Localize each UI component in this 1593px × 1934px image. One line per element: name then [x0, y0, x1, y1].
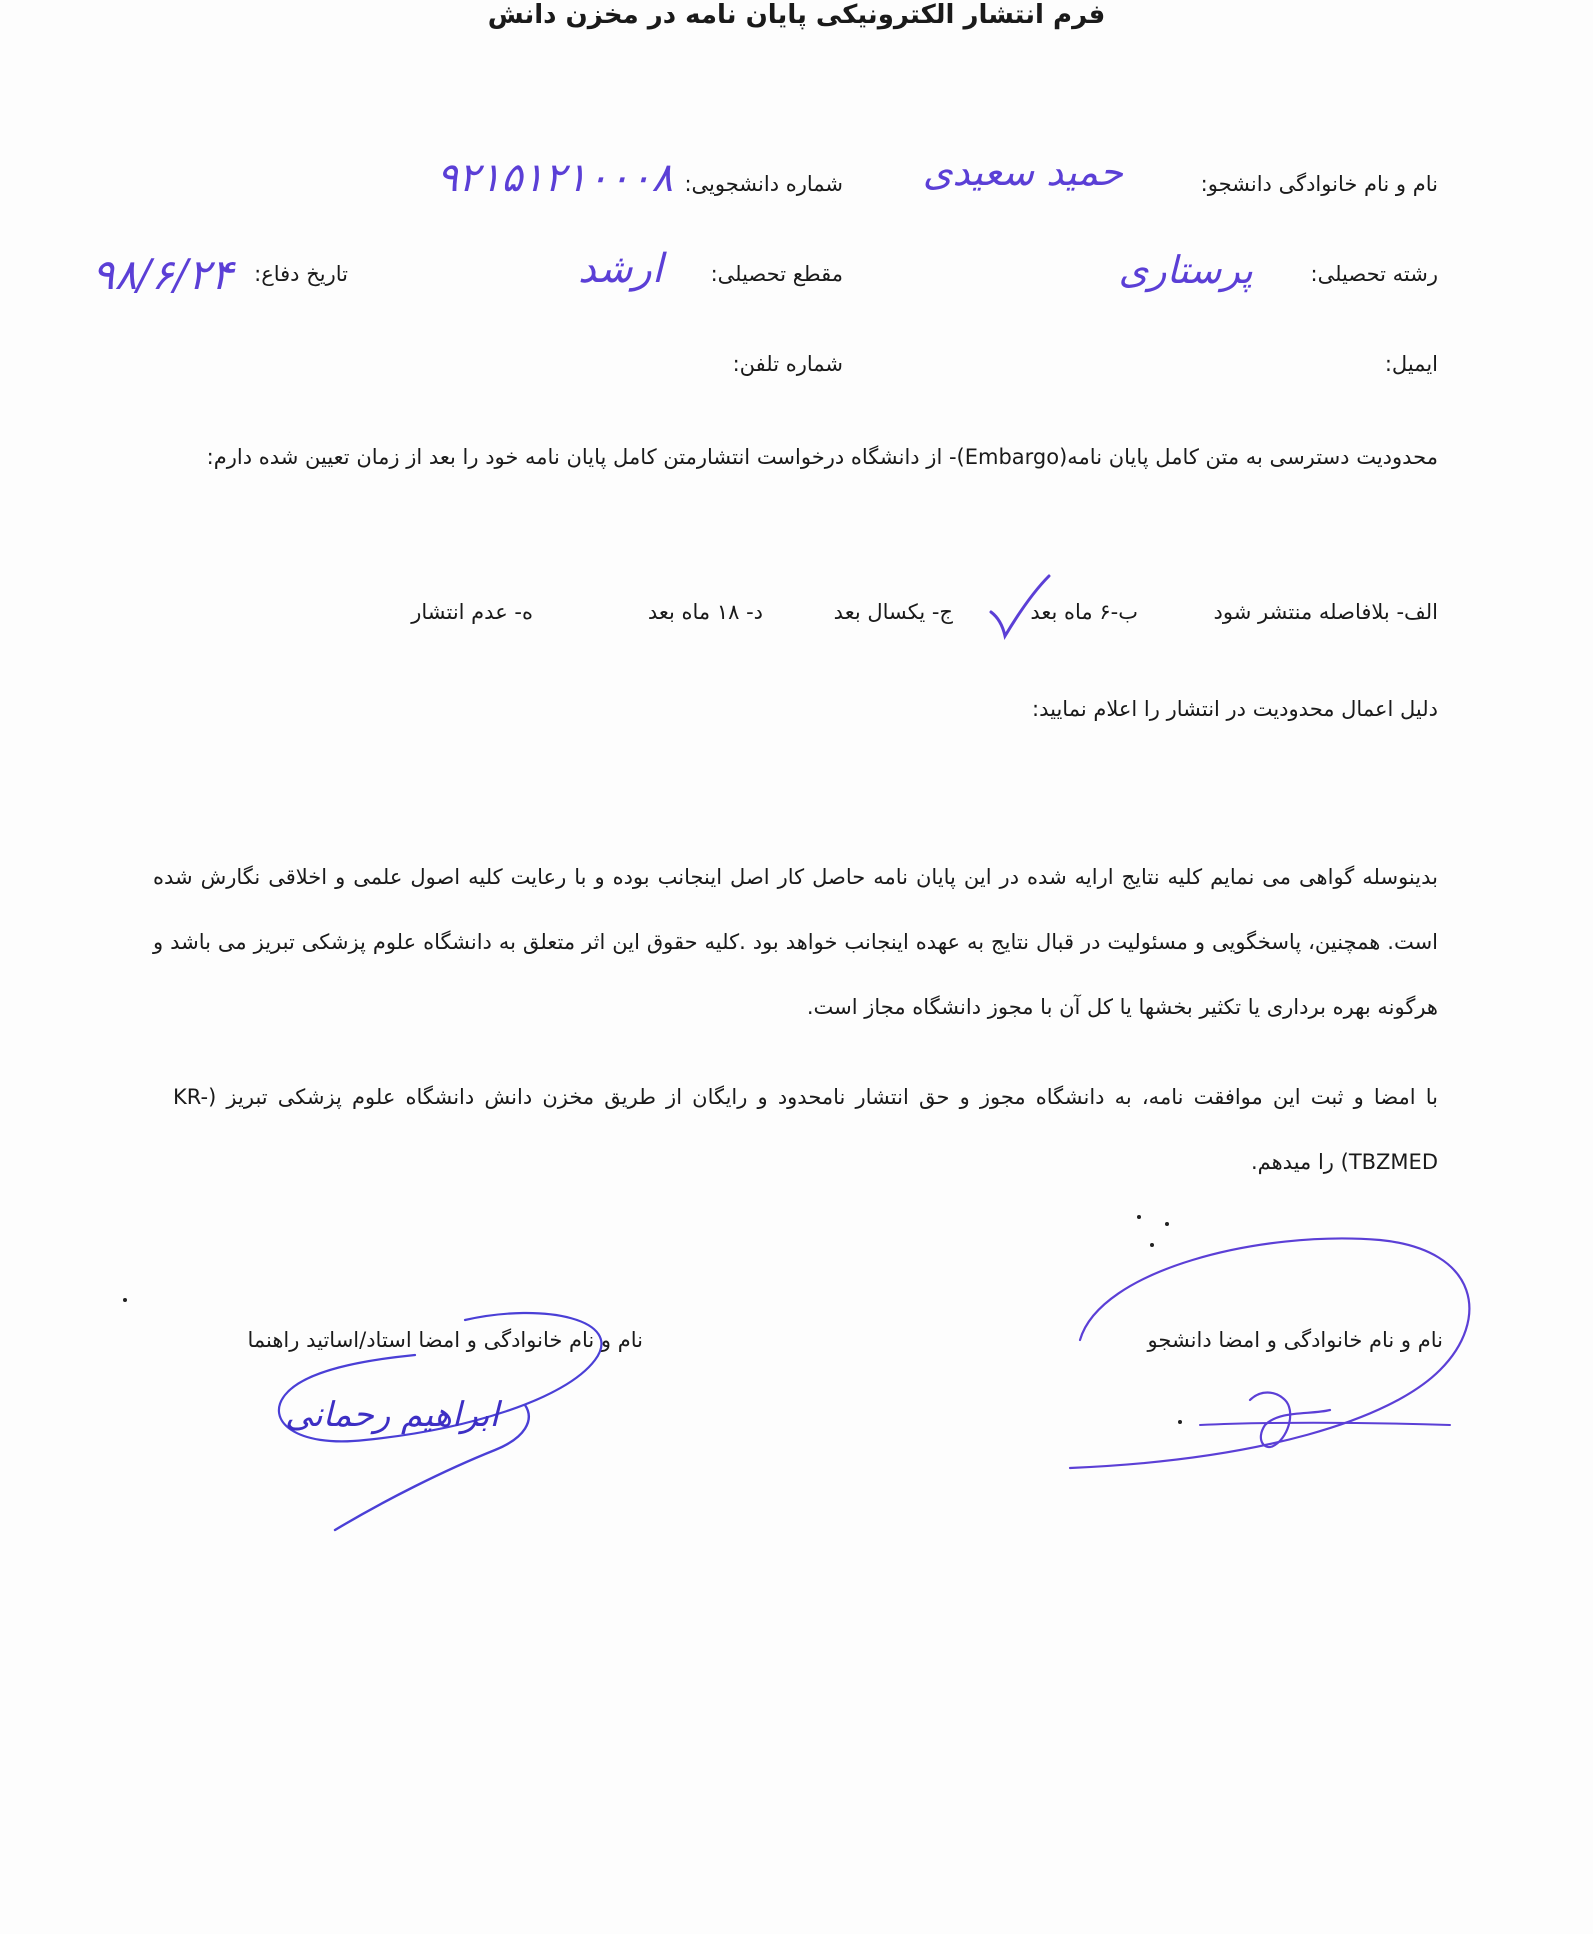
student-name-label: نام و نام خانوادگی دانشجو:: [1200, 172, 1438, 196]
option-no-publish: ه- عدم انتشار: [411, 600, 533, 624]
certification-paragraph: بدینوسله گواهی می نمایم کلیه نتایج ارایه شده در این پایان نامه حاصل کار اصل اینجانب بوده و با رعایت کلیه اصول علمی و اخلاقی نگارش شده است. همچنین، پاسخگویی و مسئولیت در قبال نتایج به عهده اینجانب خواهد بود .کلیه حقوق این اثر متعلق به دانشگاه علوم پزشکی تبریز می باشد و هرگونه بهره برداری یا تکثیر بخشها یا کل آن با مجوز دانشگاه مجاز است.: [153, 865, 1438, 1019]
embargo-text-after: )- از دانشگاه درخواست انتشارمتن کامل پایان نامه خود را بعد از زمان تعیین شده دارم:: [206, 445, 965, 469]
scan-dot: [123, 1298, 127, 1302]
agreement-paragraph: [173, 1065, 1438, 1195]
degree-label: مقطع تحصیلی:: [710, 262, 843, 286]
major-value: پرستاری: [1118, 248, 1253, 292]
option-1-year: ج- یکسال بعد: [833, 600, 953, 624]
embargo-text-before: محدودیت دسترسی به متن کامل پایان نامه(: [1059, 445, 1438, 469]
embargo-term: Embargo: [964, 445, 1060, 469]
defense-date-label: تاریخ دفاع:: [254, 262, 348, 286]
scan-dot: [1165, 1222, 1169, 1226]
scan-dot: [1178, 1420, 1182, 1424]
email-label: ایمیل:: [1384, 352, 1438, 376]
option-18-months: د- ۱۸ ماه بعد: [647, 600, 763, 624]
agreement-text-after: ) را میدهم.: [1250, 1150, 1349, 1174]
major-label: رشته تحصیلی:: [1310, 262, 1438, 286]
repo-code: KR-TBZMED: [173, 1085, 1438, 1174]
scan-dot: [1150, 1243, 1154, 1247]
student-signature-label: نام و نام خانوادگی و امضا دانشجو: [1147, 1328, 1443, 1352]
student-name-value: حمید سعیدی: [922, 150, 1123, 194]
degree-value: ارشد: [578, 246, 663, 292]
student-id-value: ۹۲۱۵۱۲۱۰۰۰۸: [436, 155, 673, 201]
defense-date-value: ۹۸/۶/۲۴: [91, 250, 233, 299]
option-immediate: الف- بلافاصله منتشر شود: [1213, 600, 1438, 624]
scan-dot: [1137, 1215, 1141, 1219]
option-6-months: ب-۶ ماه بعد: [1030, 600, 1138, 624]
supervisor-handwritten-name: ابراهیم رحمانی: [285, 1395, 499, 1435]
form-title: فرم انتشار الکترونیکی پایان نامه در مخزن دانش: [487, 0, 1106, 30]
phone-label: شماره تلفن:: [732, 352, 843, 376]
embargo-paragraph: [153, 425, 1438, 490]
agreement-text-before: با امضا و ثبت این موافقت نامه، به دانشگاه مجوز و حق انتشار نامحدود و رایگان از طریق مخزن دانش دانشگاه علوم پزشکی تبریز (: [208, 1085, 1438, 1109]
supervisor-signature-label: نام و نام خانوادگی و امضا استاد/اساتید راهنما: [247, 1328, 643, 1352]
embargo-reason-label: دلیل اعمال محدودیت در انتشار را اعلام نمایید:: [1032, 697, 1438, 721]
student-id-label: شماره دانشجویی:: [684, 172, 843, 196]
